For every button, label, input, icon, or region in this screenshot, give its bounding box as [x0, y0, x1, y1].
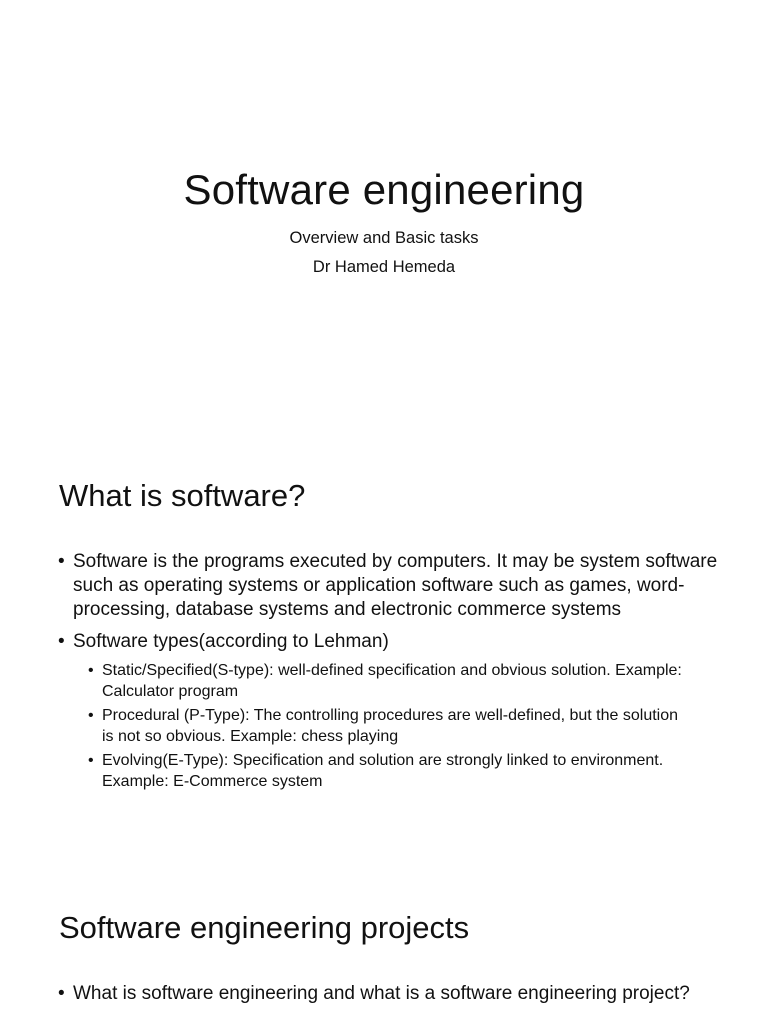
sub-bullet-item [88, 705, 692, 747]
sub-bullet-text: Procedural (P-Type): The controlling procedures are well-defined, but the solution is not so obvious. Example: chess playing [102, 707, 679, 745]
sub-bullet-item [88, 750, 692, 792]
bullet-list [58, 550, 718, 800]
title-slide [0, 0, 768, 434]
bullet-dot-icon: • [58, 983, 65, 1004]
presentation-author: Dr Hamed Hemeda [312, 258, 456, 276]
presentation-title: Software engineering [183, 166, 585, 213]
bullet-dot-icon: • [58, 631, 65, 652]
bullet-text: What is software engineering and what is a software engineering project? [73, 983, 690, 1004]
bullet-dot-icon: • [88, 662, 94, 679]
sub-bullet-list [73, 660, 718, 792]
bullet-item [58, 550, 718, 622]
slide-heading: Software engineering projects [59, 910, 470, 945]
bullet-text: Software is the programs executed by computers. It may be system software such as operating systems or application software such as games, word-processing, database systems and electronic commerce systems [73, 551, 718, 620]
bullet-dot-icon: • [88, 707, 94, 724]
sub-bullet-item [88, 660, 692, 702]
slide-what-is-software [0, 434, 768, 868]
slide-software-engineering-projects [0, 868, 768, 1024]
bullet-item [58, 982, 718, 1006]
sub-bullet-text: Evolving(E-Type): Specification and solution are strongly linked to environment. Example: E-Commerce system [102, 752, 664, 790]
sub-bullet-text: Static/Specified(S-type): well-defined specification and obvious solution. Example: Calculator program [102, 662, 682, 700]
bullet-list [58, 982, 718, 1014]
slide-heading: What is software? [59, 478, 306, 513]
bullet-item [58, 630, 718, 792]
presentation-subtitle: Overview and Basic tasks [289, 229, 479, 247]
bullet-dot-icon: • [58, 551, 65, 572]
bullet-dot-icon: • [88, 752, 94, 769]
bullet-text: Software types(according to Lehman) [73, 631, 389, 652]
